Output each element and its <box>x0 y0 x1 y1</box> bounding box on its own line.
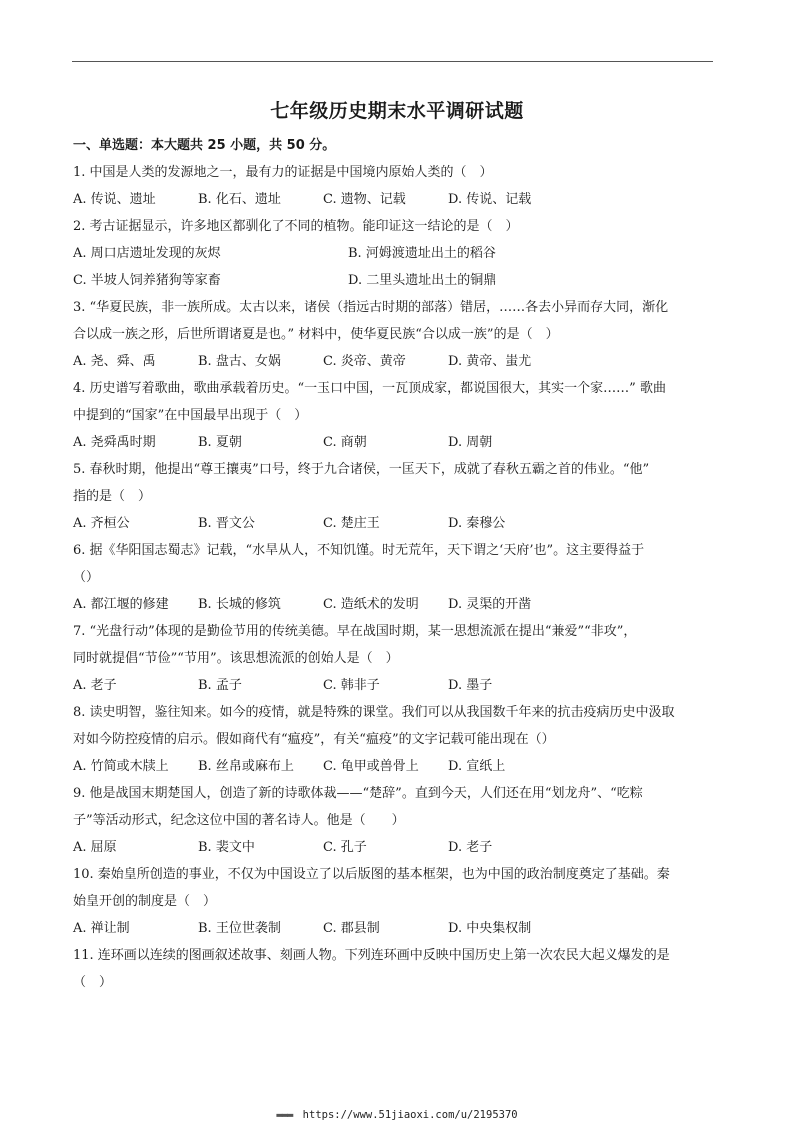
option-c: C. 楚庄王 <box>323 516 380 531</box>
question-stem: 8. 读史明智，鉴往知来。如今的疫情，就是特殊的课堂。我们可以从我国数千年来的抗击疫病历史中汲取 对如今防控疫情的启示。假如商代有“瘟疫”，有关“瘟疫”的文字记载可能出现在（） <box>73 705 675 747</box>
section-heading: 一、单选题：本大题共 25 小题，共 50 分。 <box>73 138 336 153</box>
option-a: A. 周口店遗址发现的灰烬 <box>73 246 221 261</box>
option-d: D. 老子 <box>448 840 493 855</box>
question-stem: 4. 历史谱写着歌曲，歌曲承载着历史。“一玉口中国，一瓦顶成家，都说国很大，其实一个家……” 歌曲 中提到的“国家”在中国最早出现于（ ） <box>73 381 666 423</box>
option-d: D. 黄帝、蚩尤 <box>448 354 532 369</box>
option-a: A. 禅让制 <box>73 921 130 936</box>
option-c: C. 遗物、记载 <box>323 192 406 207</box>
question-list <box>73 132 718 996</box>
option-b: B. 盘古、女娲 <box>198 354 281 369</box>
question-options <box>73 186 718 213</box>
option-b: B. 王位世袭制 <box>198 921 281 936</box>
question-options <box>73 240 718 267</box>
question-options <box>73 510 718 537</box>
footer-logo: ▬▬▬ <box>276 1109 293 1121</box>
option-c: C. 郡县制 <box>323 921 380 936</box>
question-options <box>73 753 718 780</box>
footer-url[interactable]: https://www.51jiaoxi.com/u/2195370 <box>302 1109 518 1121</box>
page-title: 七年级历史期末水平调研试题 <box>270 100 524 122</box>
option-d: D. 二里头遗址出土的铜鼎 <box>348 273 497 288</box>
question-options <box>73 834 718 861</box>
option-b: B. 晋文公 <box>198 516 255 531</box>
option-c: C. 造纸术的发明 <box>323 597 419 612</box>
option-b: B. 长城的修筑 <box>198 597 281 612</box>
option-c: C. 炎帝、黄帝 <box>323 354 406 369</box>
option-c: C. 半坡人饲养猪狗等家畜 <box>73 273 221 288</box>
question-stem: 2. 考古证据显示，许多地区都驯化了不同的植物。能印证这一结论的是（ ） <box>73 219 519 234</box>
option-b: B. 孟子 <box>198 678 242 693</box>
option-a: A. 竹简或木牍上 <box>73 759 169 774</box>
question-options <box>73 267 718 294</box>
question-stem: 9. 他是战国末期楚国人，创造了新的诗歌体裁——“楚辞”。直到今天，人们还在用“划龙舟”、“吃粽 子”等活动形式，纪念这位中国的著名诗人。他是（ ） <box>73 786 643 828</box>
option-a: A. 尧舜禹时期 <box>73 435 156 450</box>
option-d: D. 墨子 <box>448 678 493 693</box>
option-b: B. 夏朝 <box>198 435 242 450</box>
option-d: D. 灵渠的开凿 <box>448 597 532 612</box>
option-a: A. 屈原 <box>73 840 117 855</box>
option-b: B. 裴文中 <box>198 840 255 855</box>
option-d: D. 周朝 <box>448 435 493 450</box>
option-d: D. 宣纸上 <box>448 759 506 774</box>
option-a: A. 齐桓公 <box>73 516 130 531</box>
question-options <box>73 591 718 618</box>
option-d: D. 传说、记载 <box>448 192 532 207</box>
option-c: C. 韩非子 <box>323 678 380 693</box>
option-d: D. 中央集权制 <box>448 921 532 936</box>
option-c: C. 龟甲或兽骨上 <box>323 759 419 774</box>
option-a: A. 都江堰的修建 <box>73 597 169 612</box>
question-options <box>73 915 718 942</box>
option-c: C. 孔子 <box>323 840 367 855</box>
question-stem: 7. “光盘行动”体现的是勤俭节用的传统美德。早在战国时期，某一思想流派在提出“兼爱”“非攻”， 同时就提倡“节俭”“节用”。该思想流派的创始人是（ ） <box>73 624 637 666</box>
option-a: A. 尧、舜、禹 <box>73 354 156 369</box>
option-c: C. 商朝 <box>323 435 367 450</box>
question-options <box>73 348 718 375</box>
question-stem: 6. 据《华阳国志蜀志》记载，“水旱从人，不知饥馑。时无荒年，天下谓之‘天府’也”。这主要得益于 （） <box>73 543 645 585</box>
option-b: B. 丝帛或麻布上 <box>198 759 294 774</box>
question-options <box>73 429 718 456</box>
question-stem: 3. “华夏民族，非一族所成。太古以来，诸侯（指远古时期的部落）错居，……各去小异而存大同，渐化 合以成一族之形，后世所谓诸夏是也。” 材料中，使华夏民族“合以成一族”的是（ ） <box>73 300 669 342</box>
question-stem: 1. 中国是人类的发源地之一，最有力的证据是中国境内原始人类的（ ） <box>73 165 493 180</box>
option-d: D. 秦穆公 <box>448 516 506 531</box>
question-stem: 11. 连环画以连续的图画叙述故事、刻画人物。下列连环画中反映中国历史上第一次农民大起义爆发的是 （ ） <box>73 948 670 990</box>
question-stem: 10. 秦始皇所创造的事业，不仅为中国设立了以后版图的基本框架，也为中国的政治制度奠定了基础。秦 始皇开创的制度是（ ） <box>73 867 670 909</box>
header-rule <box>72 61 713 62</box>
option-a: A. 老子 <box>73 678 117 693</box>
question-options <box>73 672 718 699</box>
question-stem: 5. 春秋时期，他提出“尊王攘夷”口号，终于九合诸侯，一匡天下，成就了春秋五霸之首的伟业。“他” 指的是（ ） <box>73 462 650 504</box>
footer-watermark <box>0 1109 794 1121</box>
option-a: A. 传说、遗址 <box>73 192 156 207</box>
option-b: B. 河姆渡遗址出土的稻谷 <box>348 246 496 261</box>
option-b: B. 化石、遗址 <box>198 192 281 207</box>
